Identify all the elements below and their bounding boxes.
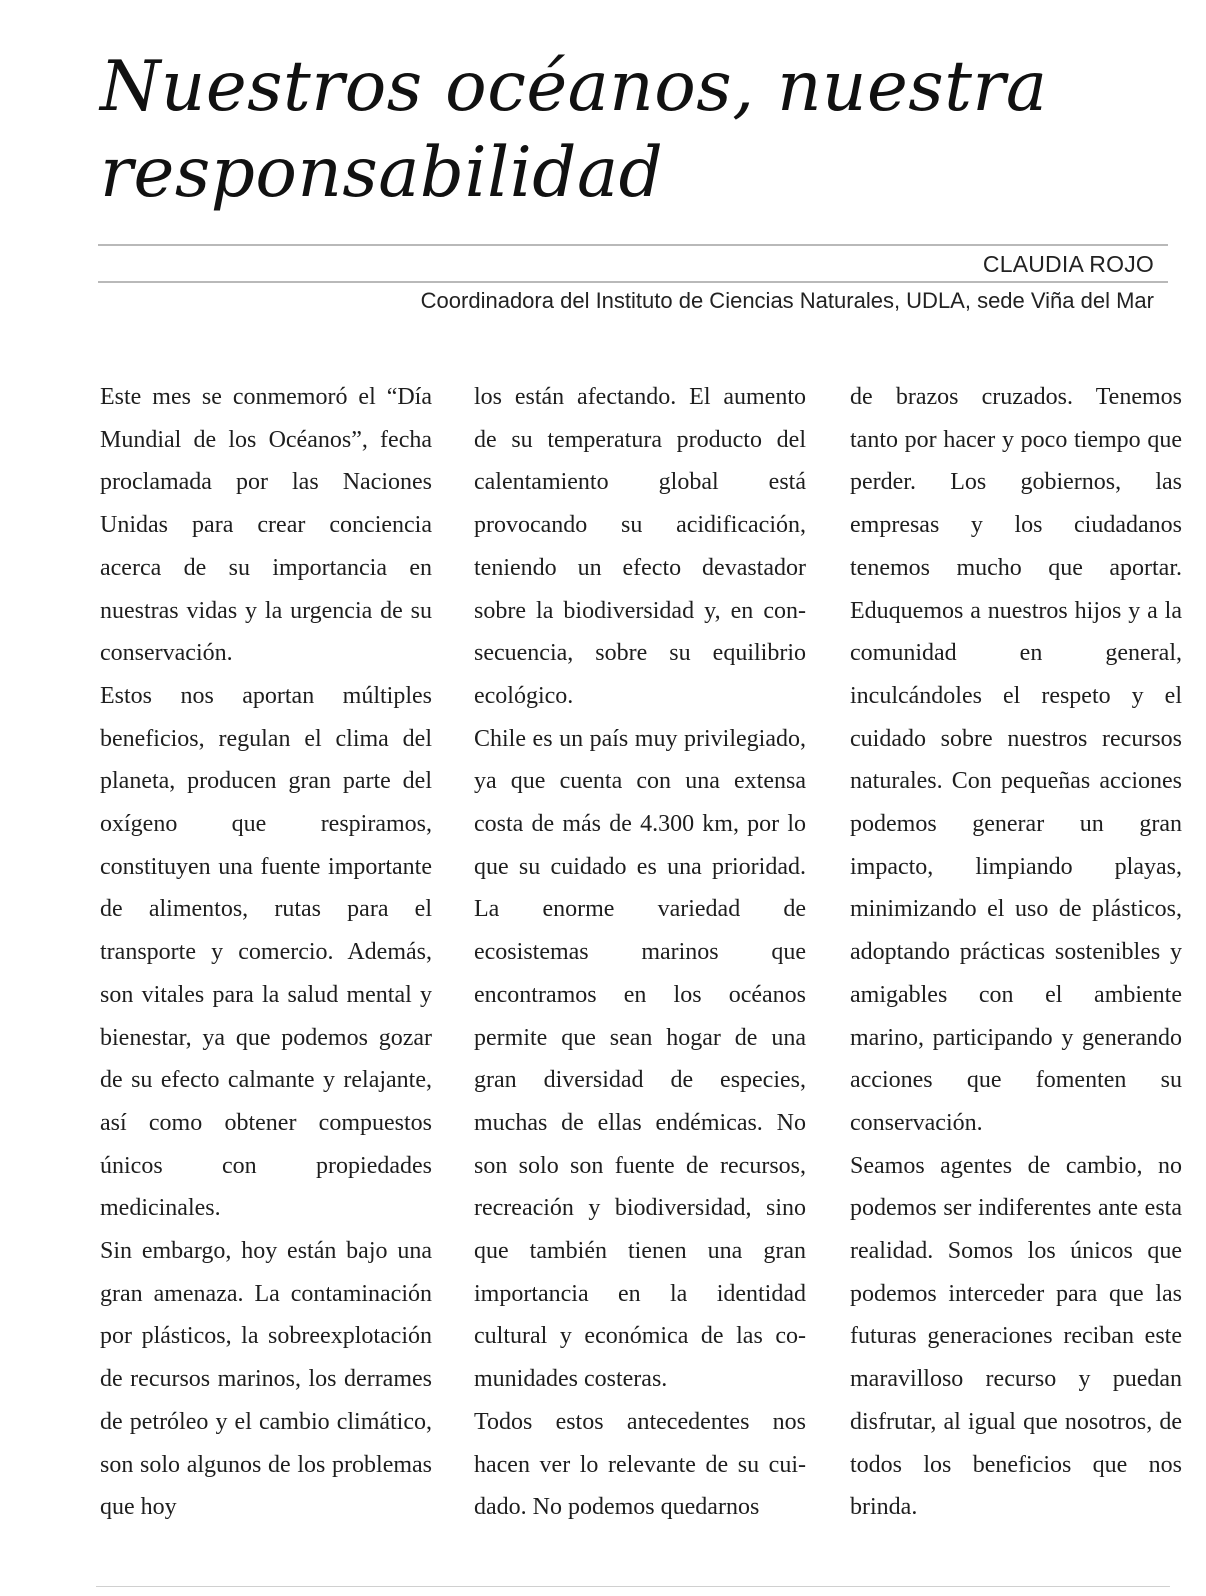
paragraph: Chile es un país muy privilegiado, ya que cuenta con una extensa costa de más de 4.300 km, por lo que su cuidado es una prioridad. La enorme variedad de ecosistemas marinos que encontramos en los océanos permite que sean hogar de una gran diversidad de especies, muchas de ellas endémicas. No son solo son fuente de recursos, recreación y biodiversidad, sino que también tienen una gran importancia en la identidad cultural y económica de las comunidades costeras. [474, 725, 806, 1393]
paragraph: Estos nos aportan múltiples beneficios, regulan el clima del planeta, producen gran parte del oxígeno que respiramos, constituyen una fuente importante de alimentos, rutas para el transporte y comercio. Además, son vitales para la salud mental y bienestar, ya que podemos gozar de su efecto calmante y relajante, así como obtener compuestos únicos con propiedades medicinales. [100, 682, 432, 1222]
paragraph: Seamos agentes de cambio, no podemos ser indiferentes ante esta realidad. Somos los únicos que podemos interceder para que las futuras generaciones reciban este maravilloso recurso y puedan disfrutar, al igual que nosotros, de todos los beneficios que nos brinda. [850, 1152, 1182, 1521]
page-bottom-rule [96, 1586, 1170, 1587]
paragraph: de brazos cruzados. Tenemos tanto por hacer y poco tiempo que perder. Los gobiernos, las empresas y los ciudadanos tenemos mucho que aportar. Eduquemos a nuestros hijos y a la comunidad en general, inculcándoles el respeto y el cuidado sobre nuestros recursos naturales. Con pequeñas acciones podemos generar un gran impacto, limpiando playas, minimizando el uso de plásticos, adoptando prácticas sostenibles y amigables con el ambiente marino, participando y generando acciones que fomenten su conservación. [850, 384, 1182, 1136]
paragraph: los están afectando. El aumento de su temperatura producto del calentamiento global está provocando su acidificación, teniendo un efecto devastador sobre la biodiversidad y, en consecuencia, sobre su equilibrio ecológico. [474, 384, 806, 709]
article-title: Nuestros océanos, nuestra responsabilidad [100, 47, 1048, 213]
header-rule-bottom [98, 281, 1168, 283]
paragraph: Este mes se conmemoró el “Día Mundial de los Océanos”, fecha proclamada por las Naciones Unidas para crear conciencia acerca de su importancia en nuestras vidas y la urgencia de su conservación. [100, 384, 432, 667]
author-name: CLAUDIA ROJO [982, 251, 1154, 277]
paragraph: Sin embargo, hoy están bajo una gran amenaza. La contaminación por plásticos, la sobreexplotación de recursos marinos, los derrames de petróleo y el cambio climático, son solo algunos de los problemas que hoy [100, 1238, 432, 1521]
text-column-3 [850, 376, 1182, 1529]
text-column-2 [474, 376, 806, 1529]
header-rule-top [98, 244, 1168, 246]
article-body [100, 376, 1182, 1536]
text-column-1 [100, 376, 432, 1529]
paragraph: Todos estos antecedentes nos hacen ver lo relevante de su cuidado. No podemos quedarnos [474, 1408, 806, 1521]
author-role: Coordinadora del Instituto de Ciencias Naturales, UDLA, sede Viña del Mar [420, 288, 1154, 313]
